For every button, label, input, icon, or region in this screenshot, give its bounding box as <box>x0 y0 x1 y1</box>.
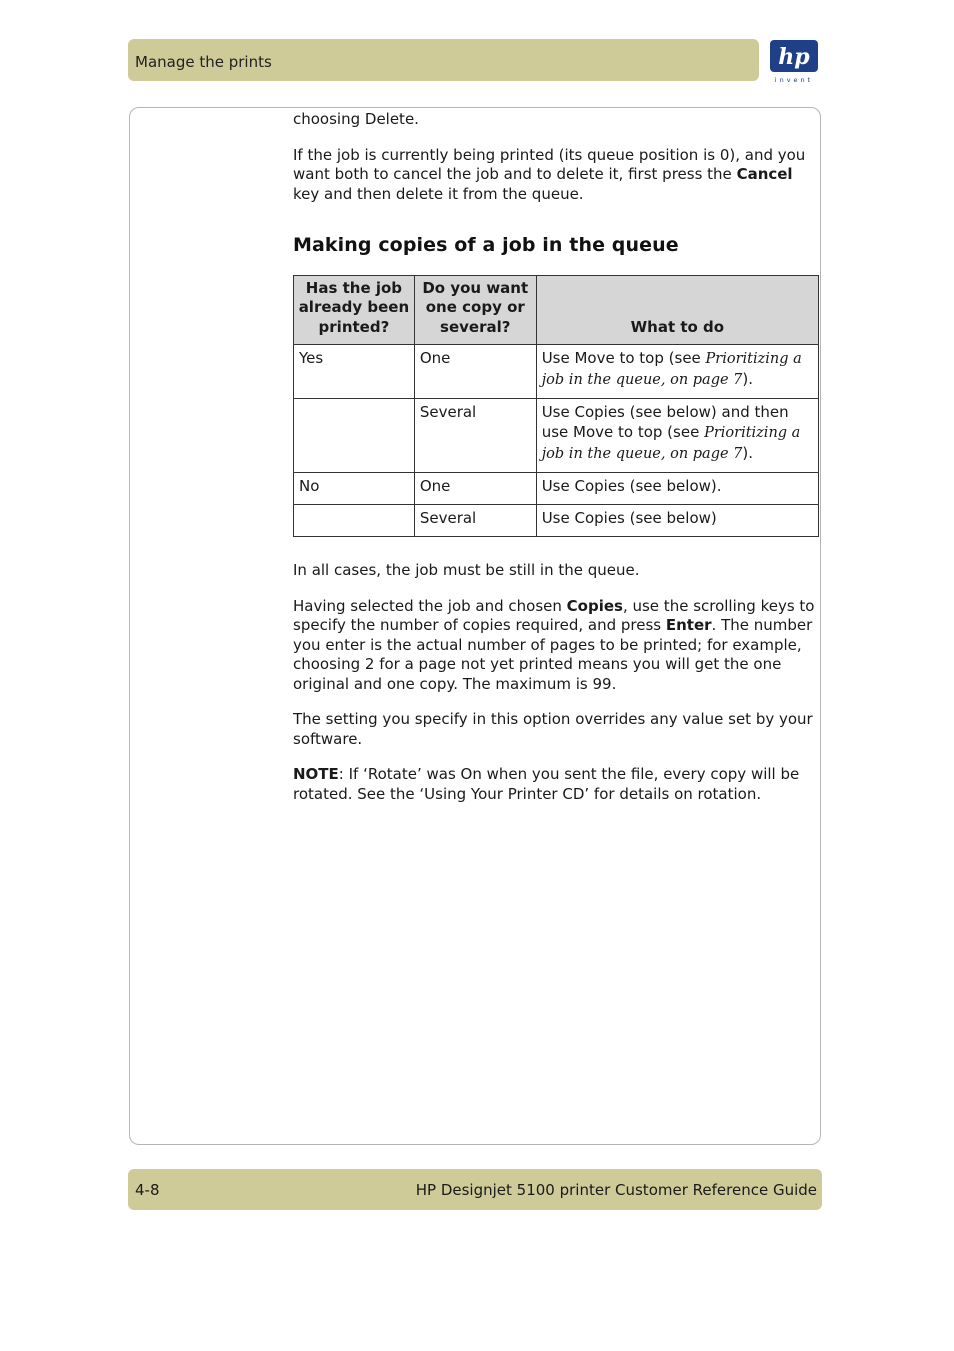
cell-action-text: Use Copies (see below) <box>541 509 717 527</box>
cell-printed: No <box>294 473 415 505</box>
paragraph-copies-text: Having selected the job and chosen <box>293 596 567 615</box>
cell-action-end: ). <box>742 370 754 388</box>
cell-action-text: Use Copies (see below) and then use Move to top (see <box>541 403 789 441</box>
header-cell-printed: Has the job already been printed? <box>294 275 415 345</box>
paragraph-continued: choosing Delete. <box>293 110 419 128</box>
cell-action-text: Use Copies (see below). <box>541 477 722 495</box>
cell-action <box>536 505 818 537</box>
note-text: : If ‘Rotate’ was On when you sent the file, every copy will be rotated. See the ‘Using Your Printer CD’ for details on rotation. <box>293 765 800 803</box>
cross-reference-link[interactable]: Prioritizing a job in the queue, on page 7 <box>541 351 802 388</box>
note-paragraph <box>293 765 819 804</box>
enter-key-label: Enter <box>665 616 712 634</box>
header-band <box>128 39 759 81</box>
cell-action-end: ). <box>742 444 754 462</box>
cell-action <box>536 399 818 473</box>
paragraph-cancel-text: If the job is currently being printed (its queue position is 0), and you want both to cancel the job and to delete it, first press the <box>293 145 806 183</box>
cell-action <box>536 473 818 505</box>
table-row <box>294 473 819 505</box>
section-title: Manage the prints <box>135 53 272 71</box>
cell-copies: One <box>414 473 536 505</box>
cell-copies: Several <box>414 505 536 537</box>
guide-title: HP Designjet 5100 printer Customer Reference Guide <box>415 1181 817 1199</box>
header-cell-action: What to do <box>536 275 818 345</box>
footer-band <box>128 1169 822 1210</box>
hp-logo-tagline: invent <box>774 76 814 84</box>
paragraph-copies-text: , use the scrolling keys to specify the number of copies required, and press <box>293 596 815 634</box>
table-header-row <box>294 275 819 345</box>
cell-printed <box>294 399 415 473</box>
paragraph-queue: In all cases, the job must be still in the queue. <box>293 561 640 579</box>
cell-printed <box>294 505 415 537</box>
paragraph-copies-text: . The number you enter is the actual number of pages to be printed; for example, choosing 2 for a page not yet printed means you will get the one original and one copy. The maximum is 99. <box>293 616 813 693</box>
paragraph-copies <box>293 597 819 695</box>
copies-key-label: Copies <box>566 596 623 615</box>
cell-copies: Several <box>414 399 536 473</box>
cross-reference-link[interactable]: Prioritizing a job in the queue, on page 7 <box>541 425 801 462</box>
paragraph-cancel-text-end: key and then delete it from the queue. <box>293 184 584 203</box>
cell-copies: One <box>414 345 536 399</box>
note-label: NOTE <box>293 765 339 783</box>
table-row <box>294 345 819 399</box>
page-number: 4-8 <box>135 1181 160 1199</box>
table-row <box>294 399 819 473</box>
cancel-key-label: Cancel <box>736 165 793 183</box>
header-cell-copies: Do you want one copy or several? <box>414 275 536 345</box>
cell-action <box>536 345 818 399</box>
cell-action-text: Use Move to top (see <box>541 349 706 367</box>
hp-logo <box>769 39 821 85</box>
main-content <box>293 110 819 820</box>
section-heading: Making copies of a job in the queue <box>293 234 679 256</box>
paragraph-cancel <box>293 146 819 205</box>
paragraph-override: The setting you specify in this option overrides any value set by your software. <box>293 710 813 748</box>
hp-logo-text: hp <box>778 44 810 70</box>
table-row <box>294 505 819 537</box>
copies-table <box>293 275 819 538</box>
hp-logo-icon <box>769 39 821 85</box>
cell-printed: Yes <box>294 345 415 399</box>
